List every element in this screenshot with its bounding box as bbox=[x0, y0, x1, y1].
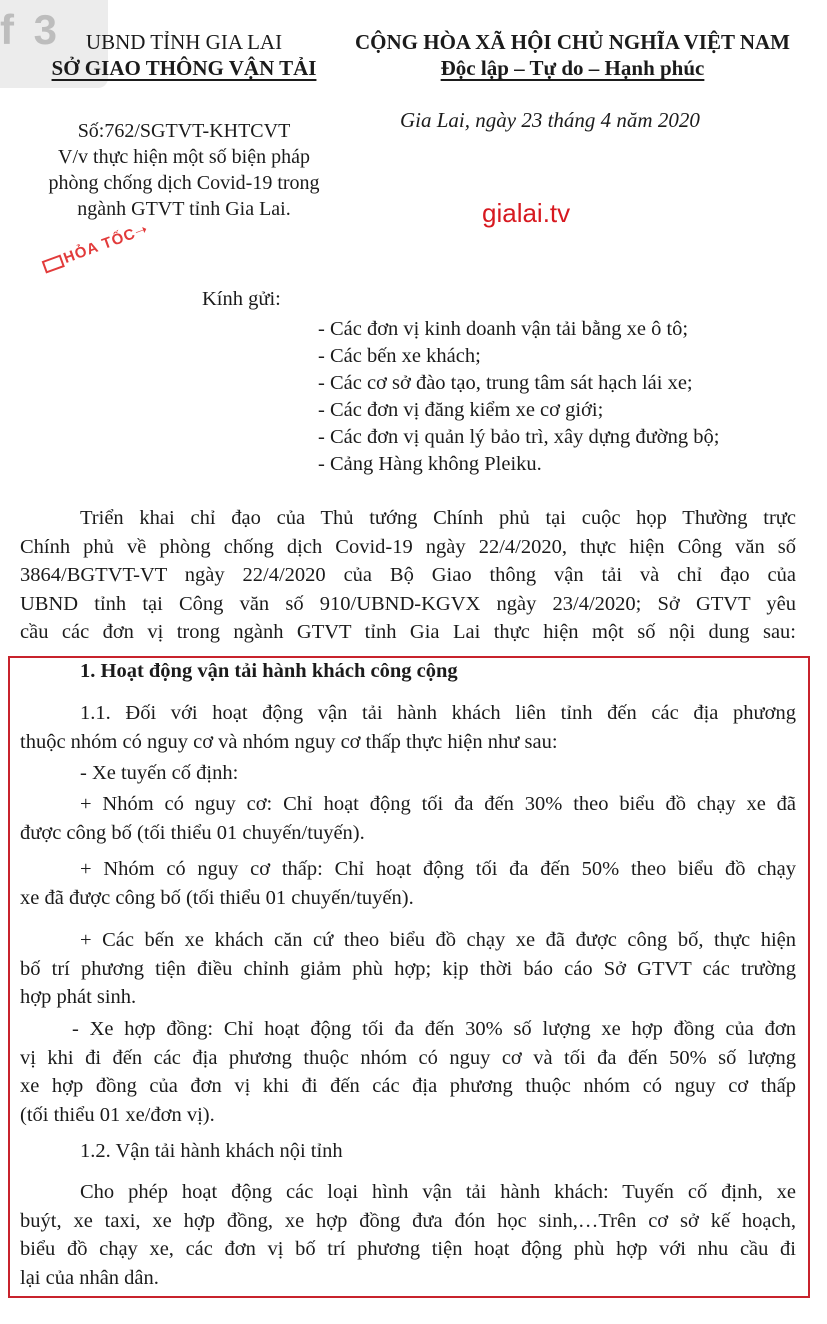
subject-line-3: ngành GTVT tỉnh Gia Lai. bbox=[77, 198, 291, 220]
recipient-item: - Các cơ sở đào tạo, trung tâm sát hạch lái xe; bbox=[318, 372, 693, 394]
arrow-icon bbox=[41, 254, 64, 273]
section-paragraph: + Các bến xe khách căn cứ theo biểu đồ chạy xe đã được công bố, thực hiện bố trí phương tiện điều chỉnh giảm phù hợp; kịp thời báo cáo Sở GTVT các trường hợp phát sinh. bbox=[20, 929, 796, 1008]
recipient-item: - Các đơn vị đăng kiểm xe cơ giới; bbox=[318, 399, 604, 421]
national-title: CỘNG HÒA XÃ HỘI CHỦ NGHĨA VIỆT NAM bbox=[354, 30, 791, 54]
section-paragraph: - Xe tuyến cố định: bbox=[80, 762, 239, 784]
document-date: Gia Lai, ngày 23 tháng 4 năm 2020 bbox=[400, 108, 700, 132]
subject-line-2: phòng chống dịch Covid-19 trong bbox=[48, 172, 320, 194]
intro-paragraph: Triển khai chỉ đạo của Thủ tướng Chính phủ tại cuộc họp Thường trực Chính phủ về phòng chống dịch Covid-19 ngày 22/4/2020, thực hiện Công văn số 3864/BGTVT-VT ngày 22/4/2020 của Bộ Giao thông vận tải và chỉ đạo của UBND tỉnh tại Công văn số 910/UBND-KGVX ngày 23/4/2020; Sở GTVT yêu cầu các đơn vị trong ngành GTVT tỉnh Gia Lai thực hiện một số nội dung sau: bbox=[20, 507, 796, 643]
section-paragraph: 1.1. Đối với hoạt động vận tải hành khách liên tỉnh đến các địa phương thuộc nhóm có nguy cơ và nhóm nguy cơ thấp thực hiện như sau: bbox=[20, 702, 796, 753]
section-paragraph: + Nhóm có nguy cơ thấp: Chỉ hoạt động tối đa đến 50% theo biểu đồ chạy xe đã được công bố (tối thiểu 01 chuyến/tuyến). bbox=[20, 858, 796, 909]
section-heading: 1. Hoạt động vận tải hành khách công cộng bbox=[80, 660, 458, 682]
section-paragraph: - Xe hợp đồng: Chỉ hoạt động tối đa đến 30% số lượng xe hợp đồng của đơn vị khi đi đến các địa phương thuộc nhóm có nguy cơ và tối đa đến 50% số lượng xe hợp đồng của đơn vị khi đi đến các địa phương thuộc nhóm có nguy cơ thấp (tối thiểu 01 xe/đơn vị). bbox=[20, 1018, 796, 1126]
watermark: gialai.tv bbox=[482, 198, 571, 228]
recipients-label: Kính gửi: bbox=[202, 288, 281, 310]
section-paragraph: Cho phép hoạt động các loại hình vận tải hành khách: Tuyến cố định, xe buýt, xe taxi, xe hợp đồng, xe hợp đồng đưa đón học sinh,…Trên cơ sở kế hoạch, biểu đồ chạy xe, các đơn vị bố trí phương tiện hoạt động phù hợp với nhu cầu đi lại của nhân dân. bbox=[20, 1181, 796, 1289]
section-subheading: 1.2. Vận tải hành khách nội tỉnh bbox=[80, 1140, 343, 1162]
issuer-department: SỞ GIAO THÔNG VẬN TẢI bbox=[51, 56, 317, 80]
document-number: Số:762/SGTVT-KHTCVT bbox=[77, 120, 291, 142]
issuer-province: UBND TỈNH GIA LAI bbox=[85, 30, 283, 54]
urgent-stamp: HỎA TỐC➝ bbox=[40, 220, 151, 275]
recipient-item: - Các bến xe khách; bbox=[318, 345, 481, 367]
logo-badge: f 3 bbox=[0, 0, 108, 88]
national-motto: Độc lập – Tự do – Hạnh phúc bbox=[440, 56, 705, 80]
section-paragraph: + Nhóm có nguy cơ: Chỉ hoạt động tối đa đến 30% theo biểu đồ chạy xe đã được công bố (tối thiểu 01 chuyến/tuyến). bbox=[20, 793, 796, 844]
recipient-item: - Cảng Hàng không Pleiku. bbox=[318, 453, 542, 475]
recipient-item: - Các đơn vị kinh doanh vận tải bằng xe ô tô; bbox=[318, 318, 689, 340]
recipient-item: - Các đơn vị quản lý bảo trì, xây dựng đường bộ; bbox=[318, 426, 720, 448]
subject-line-1: V/v thực hiện một số biện pháp bbox=[58, 146, 310, 168]
